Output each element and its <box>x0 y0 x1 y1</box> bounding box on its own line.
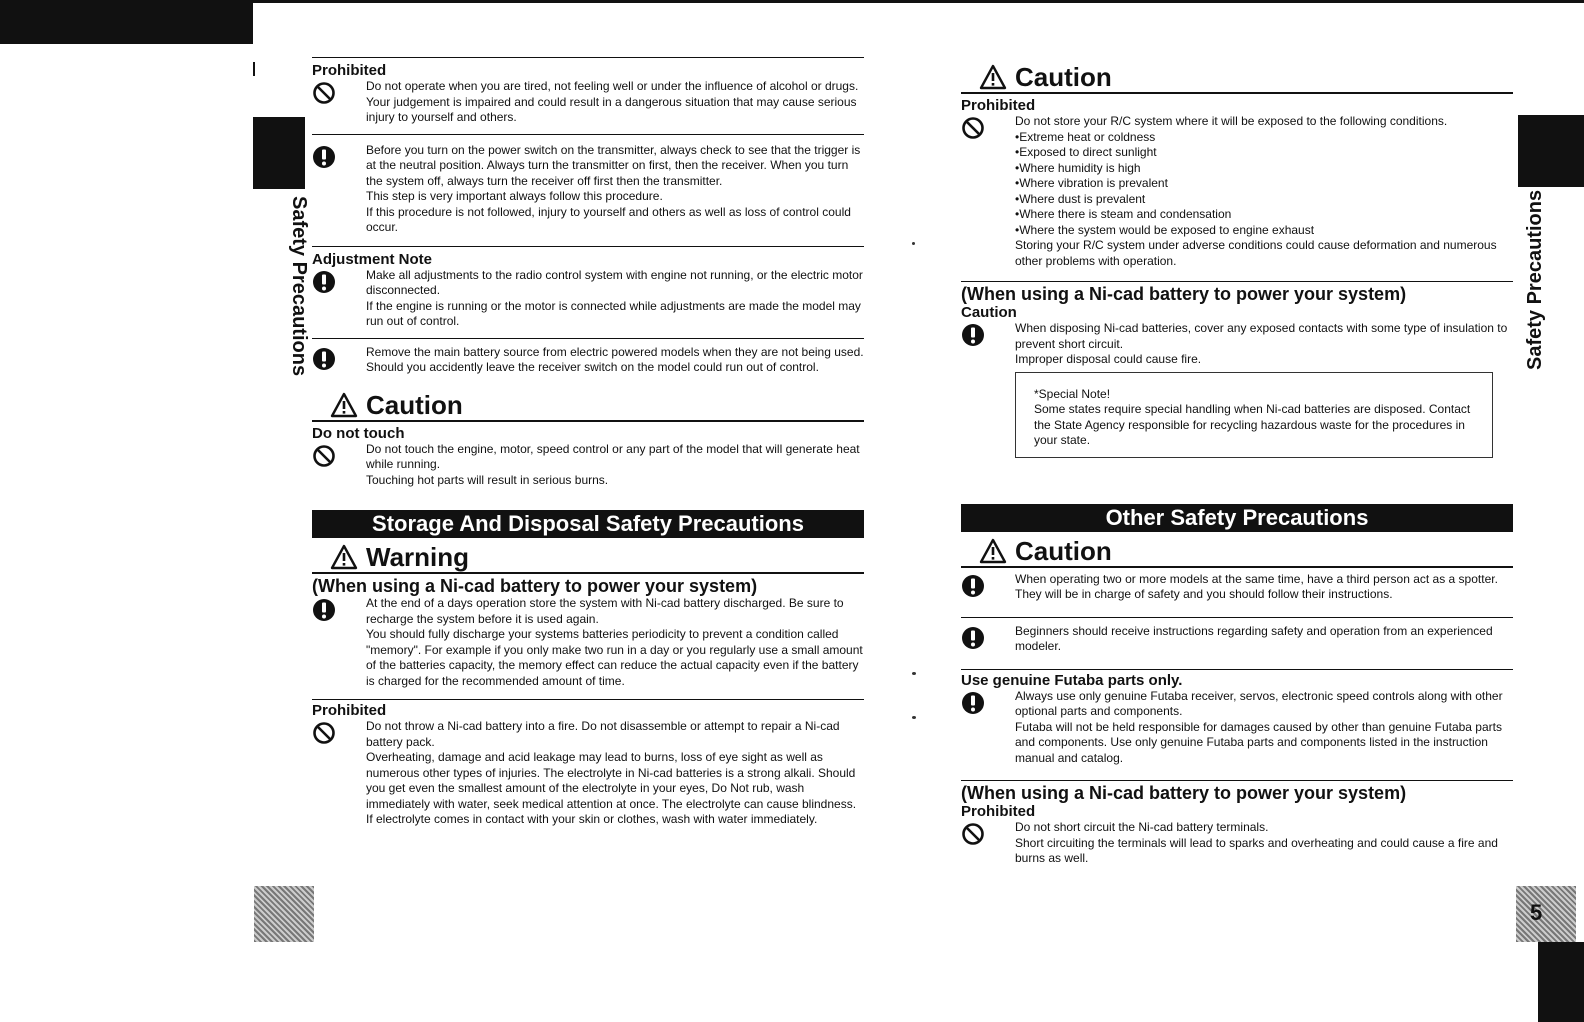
condition-item: • Where the system would be exposed to engine exhaust <box>1015 223 1513 239</box>
beginners-block <box>961 617 1513 655</box>
caution-other-section <box>961 536 1513 603</box>
genuine-text-2: Futaba will not be held responsible for damages caused by other than genuine Futaba parts and components. Use only genuine Futaba parts and components listed in the instruction manual and catalog. <box>1015 719 1502 765</box>
special-note-title: *Special Note! <box>1034 386 1111 401</box>
exclamation-icon <box>312 268 366 299</box>
nicad1-text-2: Improper disposal could cause fire. <box>1015 352 1202 366</box>
prohibited-label: Prohibited <box>961 97 1036 114</box>
warning-triangle-icon <box>330 544 358 570</box>
prohibited-icon <box>312 79 366 110</box>
exclamation-icon <box>312 345 366 376</box>
warning-triangle-icon <box>330 392 358 418</box>
exclamation-icon <box>961 624 1015 655</box>
exclamation-icon <box>312 143 366 174</box>
exclamation-icon <box>961 321 1015 352</box>
right-side-tab-label: Safety Precautions <box>1524 189 1546 370</box>
left-side-tab-label: Safety Precautions <box>288 196 310 377</box>
block2-text-3: If this procedure is not followed, injury to yourself and others as well as loss of control could occur. <box>366 204 851 234</box>
top-edge-line <box>253 0 1584 3</box>
top-black-bar <box>0 0 253 44</box>
caution-heading: Caution <box>366 389 463 420</box>
storage-intro: Do not store your R/C system where it will be exposed to the following conditions. <box>1015 114 1448 128</box>
block4-text-2: Should you accidently leave the receiver switch on the model could run out of control. <box>366 360 819 374</box>
nicad-subheading: (When using a Ni-cad battery to power your system) <box>961 284 1407 304</box>
nicad1-text-1: When disposing Ni-cad batteries, cover any exposed contacts with some type of insulation to prevent short circuit. <box>1015 321 1508 351</box>
nicad2-text-2: Short circuiting the terminals will lead to sparks and overheating and could cause a fire and burns as well. <box>1015 835 1498 865</box>
left-column <box>312 57 864 828</box>
nicad-prohibited-section <box>961 780 1513 867</box>
prohibited-icon <box>961 820 1015 851</box>
caution-label: Caution <box>961 304 1017 321</box>
exclamation-icon <box>961 689 1015 720</box>
caution-block-2 <box>312 134 864 236</box>
adjustment-note-block <box>312 246 864 330</box>
scan-speck <box>912 242 915 245</box>
condition-item: • Exposed to direct sunlight <box>1015 145 1513 161</box>
nicad2-text-1: Do not short circuit the Ni-cad battery terminals. <box>1015 820 1269 834</box>
prohibited-label: Prohibited <box>312 62 387 79</box>
nicad-subheading: (When using a Ni-cad battery to power your system) <box>312 576 758 596</box>
condition-item: • Where humidity is high <box>1015 161 1513 177</box>
condition-item: • Where there is steam and condensation <box>1015 207 1513 223</box>
warning-triangle-icon <box>979 538 1007 564</box>
caution-storage-section <box>961 62 1513 269</box>
special-note-text: Some states require special handling when Ni-cad batteries are disposed. Contact the State Agency responsible for recycling hazardous waste for the procedures in your state. <box>1034 402 1471 447</box>
warning-text-2: You should fully discharge your systems batteries periodicity to prevent a condition called "memory". For example if you only make two run in a day or you regularly use a small amount of the batteries capacity, the memory effect can reduce the actual capacity even if the battery is charged for the recommended amount of time. <box>366 627 863 688</box>
caution-heading: Caution <box>1015 62 1112 92</box>
prohibited2-text-1: Do not throw a Ni-cad battery into a fire. Do not disassemble or attempt to repair a Ni-cad battery pack. <box>366 719 840 749</box>
caution2-text-1: When operating two or more models at the same time, have a third person act as a spotter. They will be in charge of safety and you should follow their instructions. <box>1015 571 1498 601</box>
warning-section <box>312 542 864 689</box>
caution2-text-2: Beginners should receive instructions regarding safety and operation from an experienced modeler. <box>1015 623 1493 653</box>
nicad-subheading: (When using a Ni-cad battery to power your system) <box>961 783 1407 803</box>
left-page-number-tab <box>254 886 314 942</box>
margin-mark <box>253 62 255 76</box>
block3-text-1: Make all adjustments to the radio control system with engine not running, or the electric motor disconnected. <box>366 267 863 297</box>
scan-speck <box>912 672 916 675</box>
scan-speck <box>912 716 916 719</box>
prohibited-block-2 <box>312 699 864 828</box>
adjustment-note-label: Adjustment Note <box>312 250 432 268</box>
exclamation-icon <box>961 572 1015 603</box>
block2-text-2: This step is very important always follow this procedure. <box>366 189 663 203</box>
right-page-number-tab <box>1516 886 1576 942</box>
condition-item: • Extreme heat or coldness <box>1015 130 1513 146</box>
caution-section-1 <box>312 390 864 489</box>
genuine-text-1: Always use only genuine Futaba receiver, servos, electronic speed controls along with other optional parts and components. <box>1015 688 1503 718</box>
warning-heading: Warning <box>366 542 470 572</box>
other-safety-heading-bar: Other Safety Precautions <box>961 504 1513 532</box>
prohibited-icon <box>312 442 366 473</box>
block2-text-1: Before you turn on the power switch on the transmitter, always check to see that the trigger is at the neutral position. Always turn the transmitter on first, then the receiver. When you turn the system off, always turn the receiver off first then the transmitter. <box>366 142 861 188</box>
prohibited-icon <box>312 719 366 750</box>
block4-text-1: Remove the main battery source from electric powered models when they are not being used. <box>366 344 864 359</box>
nicad-caution-section <box>961 281 1513 458</box>
block1-text-2: Your judgement is impaired and could result in a dangerous situation that may cause serious injury to yourself and others. <box>366 94 857 124</box>
special-note-box <box>1015 372 1493 458</box>
prohibited-block-1 <box>312 57 864 126</box>
prohibited-label: Prohibited <box>312 702 387 719</box>
condition-item: • Where vibration is prevalent <box>1015 176 1513 192</box>
genuine-parts-label: Use genuine Futaba parts only. <box>961 671 1183 689</box>
prohibited-label: Prohibited <box>961 803 1036 820</box>
right-column <box>961 62 1513 867</box>
right-side-tab-marker <box>1518 115 1584 187</box>
page-number: 5 <box>1530 900 1543 925</box>
warning-text-1: At the end of a days operation store the system with Ni-cad battery discharged. Be sure to recharge the system before it is used again. <box>366 596 844 626</box>
caution1-text-1: Do not touch the engine, motor, speed control or any part of the model that will generate heat while running. <box>366 441 860 471</box>
right-bottom-black-tab <box>1538 942 1584 1022</box>
warning-triangle-icon <box>979 64 1007 90</box>
condition-item: • Where dust is prevalent <box>1015 192 1513 208</box>
prohibited2-text-2: Overheating, damage and acid leakage may lead to burns, loss of eye sight as well as numerous other types of injuries. The electrolyte in Ni-cad batteries is a strong alkali. Should you get even the smallest amount of the electrolyte in your eyes, Do Not rub, wash immediately with water, seek medical attention at once. The electrolyte can cause blindness. If electrolyte comes in contact with your skin or clothes, wash with water immediately. <box>366 750 857 826</box>
prohibited-icon <box>961 114 1015 145</box>
block3-text-2: If the engine is running or the motor is connected while adjustments are made the model may run out of control. <box>366 298 861 328</box>
genuine-parts-block <box>961 669 1513 767</box>
block1-text-1: Do not operate when you are tired, not feeling well or under the influence of alcohol or drugs. <box>366 79 859 93</box>
exclamation-icon <box>312 596 366 627</box>
storage-disposal-heading-bar: Storage And Disposal Safety Precautions <box>312 510 864 538</box>
caution1-text-2: Touching hot parts will result in serious burns. <box>366 472 609 487</box>
caution-block-4 <box>312 338 864 376</box>
do-not-touch-label: Do not touch <box>312 424 405 442</box>
left-side-tab-marker <box>253 117 305 189</box>
caution-heading: Caution <box>1015 535 1112 566</box>
storage-outro: Storing your R/C system under adverse conditions could cause deformation and numerous other problems with operation. <box>1015 238 1497 268</box>
